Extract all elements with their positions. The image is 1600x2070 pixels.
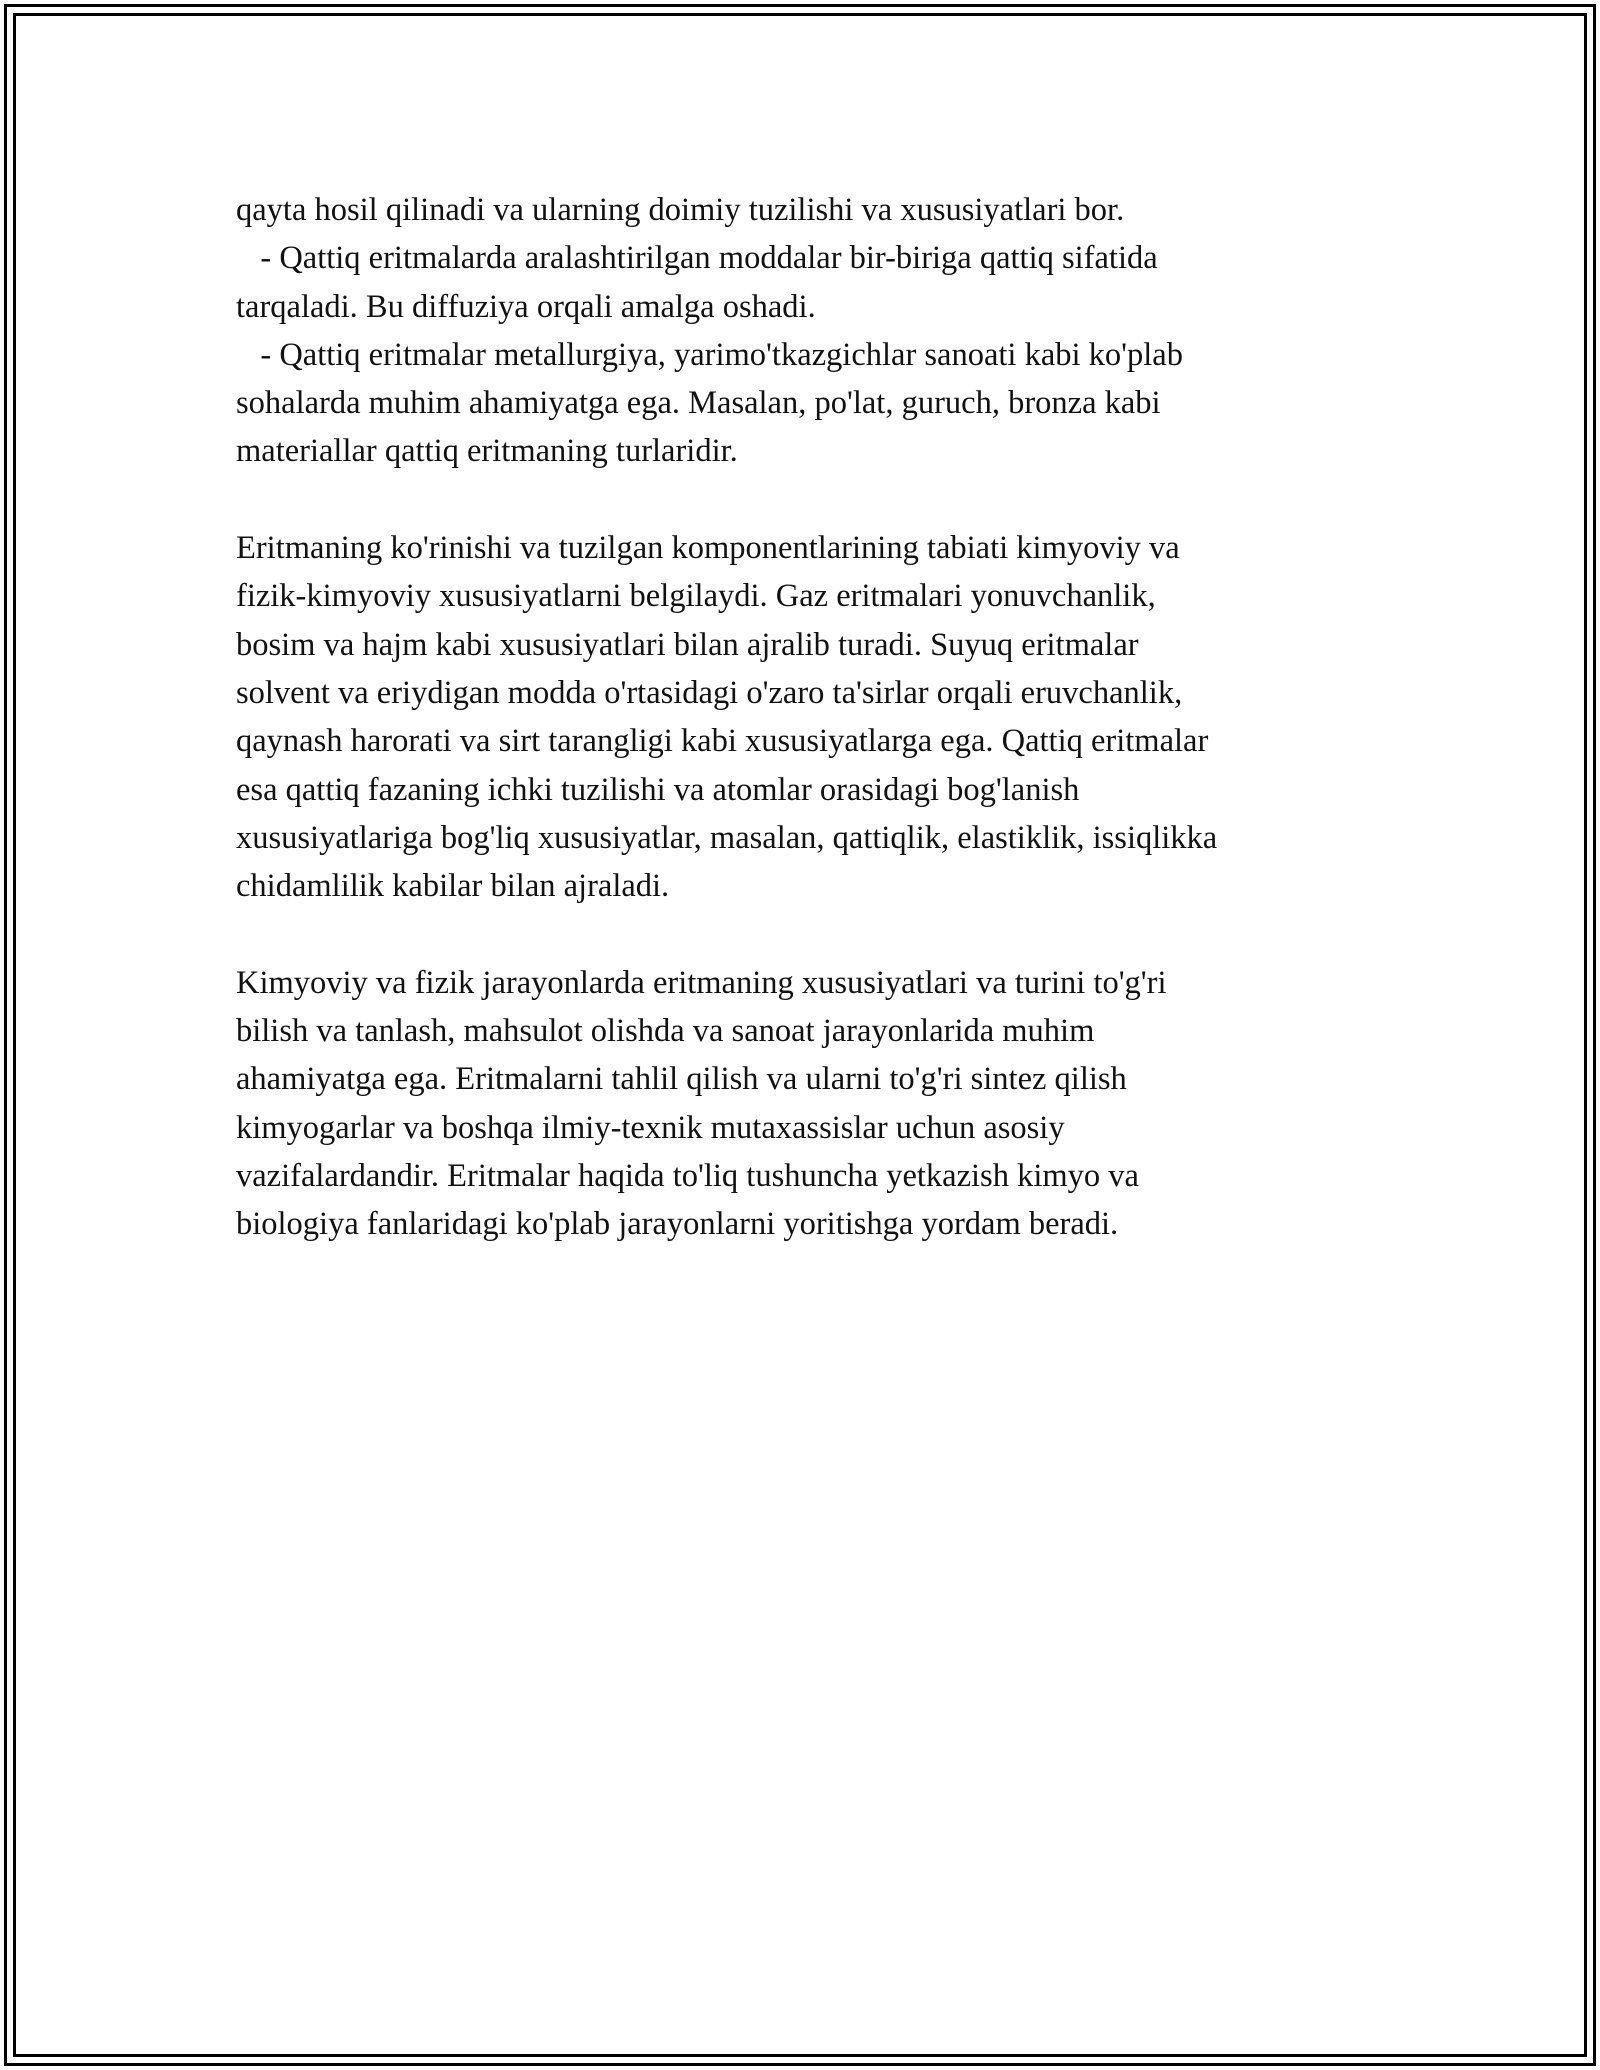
text-line: qayta hosil qilinadi va ularning doimiy tuzilishi va xususiyatlari bor.: [236, 192, 1125, 228]
page-content: [236, 186, 1376, 1249]
text-line: Eritmaning ko'rinishi va tuzilgan komponentlarining tabiati kimyoviy va: [236, 530, 1180, 567]
text-line: chidamlilik kabilar bilan ajraladi.: [236, 868, 670, 905]
text-line: qaynash harorati va sirt tarangligi kabi xususiyatlarga ega. Qattiq eritmalar: [236, 723, 1209, 760]
text-line: Kimyoviy va fizik jarayonlarda eritmaning xususiyatlari va turini to'g'ri: [236, 964, 1167, 1001]
paragraph-properties: [236, 524, 1376, 910]
text-line: sohalarda muhim ahamiyatga ega. Masalan, po'lat, guruch, bronza kabi: [236, 385, 1161, 422]
text-line: vazifalardandir. Eritmalar haqida to'liq tushuncha yetkazish kimyo va: [236, 1157, 1139, 1194]
bullet-line: - Qattiq eritmalarda aralashtirilgan moddalar bir-biriga qattiq sifatida: [236, 240, 1158, 277]
text-line: materiallar qattiq eritmaning turlaridir.: [236, 433, 738, 470]
text-line: biologiya fanlaridagi ko'plab jarayonlarni yoritishga yordam beradi.: [236, 1206, 1119, 1243]
bullet-line: - Qattiq eritmalar metallurgiya, yarimo'tkazgichlar sanoati kabi ko'plab: [236, 336, 1183, 373]
text-line: ahamiyatga ega. Eritmalarni tahlil qilish va ularni to'g'ri sintez qilish: [236, 1061, 1127, 1098]
paragraph-importance: [236, 959, 1376, 1249]
text-line: xususiyatlariga bog'liq xususiyatlar, masalan, qattiqlik, elastiklik, issiqlikka: [236, 819, 1218, 856]
text-line: fizik-kimyoviy xususiyatlarni belgilaydi. Gaz eritmalari yonuvchanlik,: [236, 578, 1156, 615]
paragraph-solid-solutions: [236, 186, 1376, 476]
text-line: esa qattiq fazaning ichki tuzilishi va atomlar orasidagi bog'lanish: [236, 771, 1080, 808]
text-line: solvent va eriydigan modda o'rtasidagi o'zaro ta'sirlar orqali eruvchanlik,: [236, 674, 1183, 711]
text-line: bilish va tanlash, mahsulot olishda va sanoat jarayonlarida muhim: [236, 1013, 1095, 1050]
text-line: kimyogarlar va boshqa ilmiy-texnik mutaxassislar uchun asosiy: [236, 1109, 1065, 1146]
text-line: tarqaladi. Bu diffuziya orqali amalga oshadi.: [236, 288, 816, 325]
text-line: bosim va hajm kabi xususiyatlari bilan ajralib turadi. Suyuq eritmalar: [236, 626, 1139, 663]
